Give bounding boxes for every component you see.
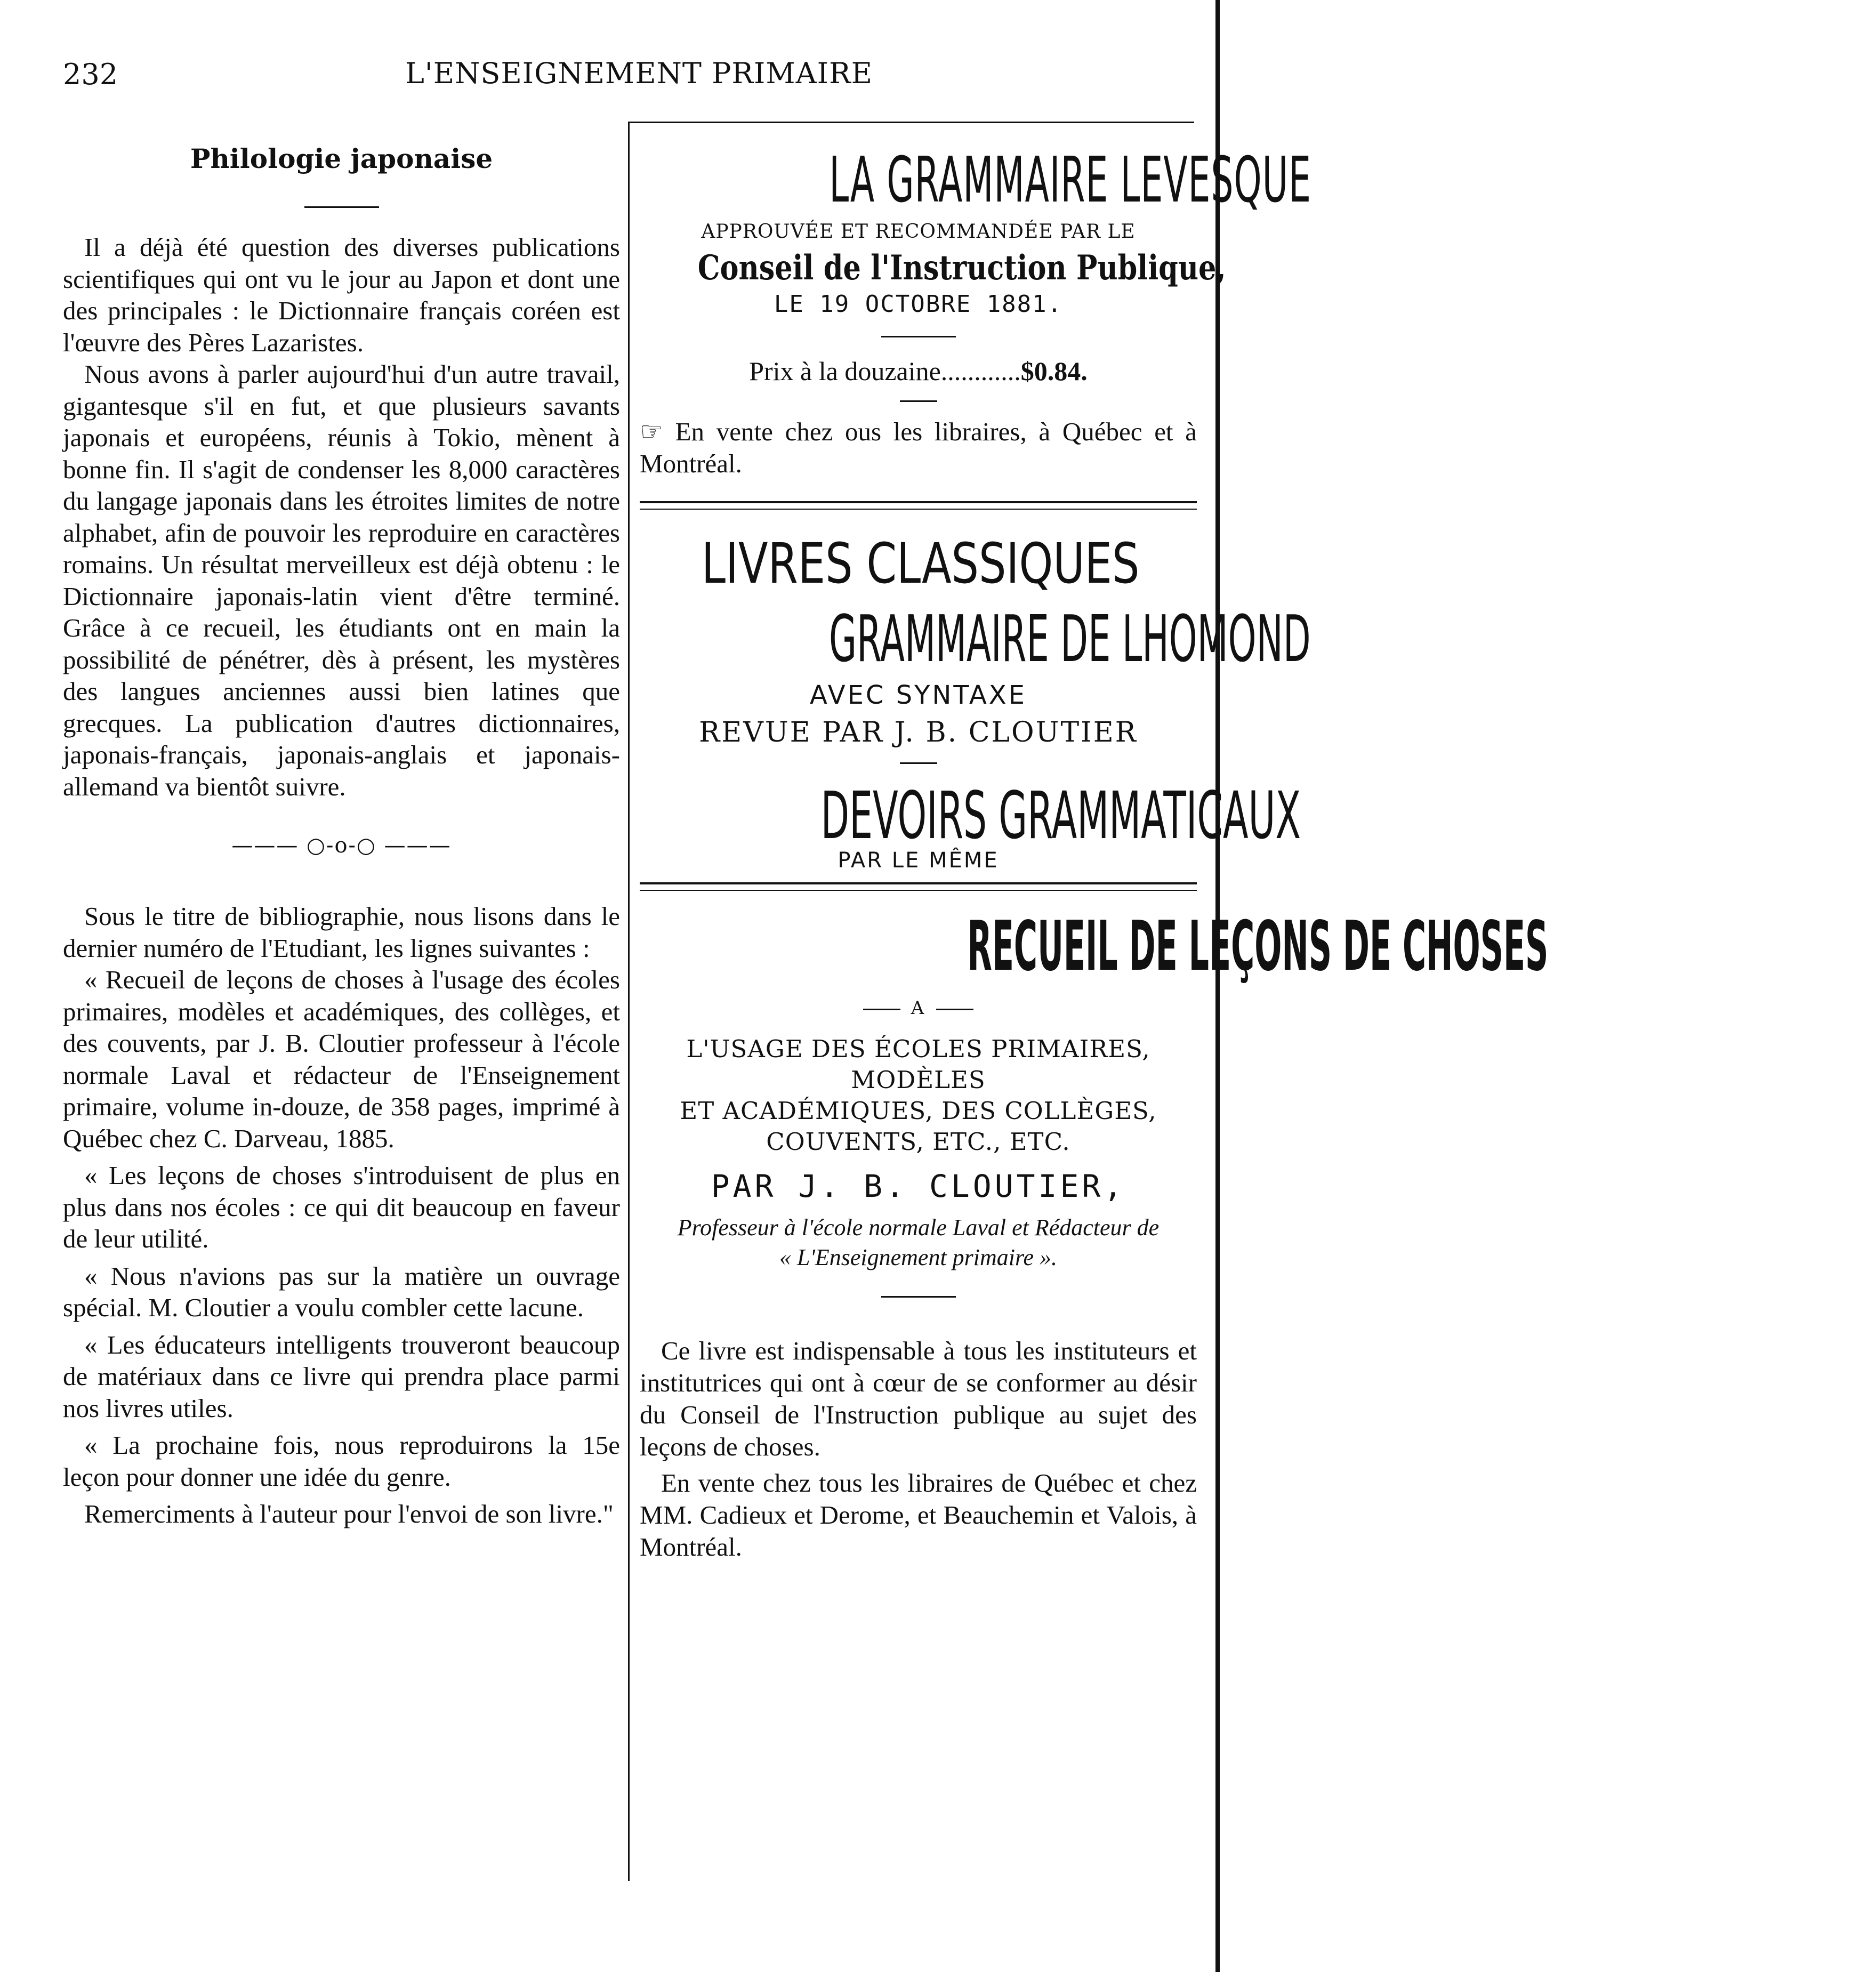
ad1-title-wrap [640,143,1312,218]
paragraph-6: « Nous n'avions pas sur la matière un ouvrage spécial. M. Cloutier a voulu combler cette lacune. [63,1261,620,1322]
title-rule [304,206,379,208]
ad2-grammaire-wrap [640,602,1311,677]
paragraph-7: « Les éducateurs intelligents trouveront beaucoup de matériaux dans ce livre qui prendra place parmi nos livres utiles. [63,1330,620,1423]
paragraph-1: Il a déjà été question des diverses publications scientifiques qui ont vu le jour au Japon et dont une des principales : le Dictionnaire français coréen est l'œuvre des Pères Lazaristes. [63,232,620,357]
ad3-recueil-wrap [640,907,1549,987]
left-column [63,143,620,1530]
ad1-title: LA GRAMMAIRE LEVESQUE [829,143,1312,216]
ad2-rule [900,762,937,764]
section-ornament: ——— ○-o-○ ——— [231,833,452,858]
paragraph-2: Nous avons à parler aujourd'hui d'un autre travail, gigantesque s'il en fut, et que plusieurs savants japonais et européens, réunis à Tokio, mènent à bonne fin. Il s'agit de condenser les 8,000 caractères du langage japonais dans les étroites limites de notre alphabet, afin de pouvoir les reproduire en caractères romains. Un résultat merveilleux est déjà obtenu : le Dictionnaire japonais-latin vient d'être terminé. Grâce à ce recueil, les étudiants ont en main la possibilité de pénétrer, dès à présent, les mystères des langues anciennes aussi bien latines que grecques. La publication d'autres dictionnaires, japonais-français, japonais-anglais et japonais-allemand va bientôt suivre. [63,359,620,801]
ad2-syntaxe: AVEC SYNTAXE [809,680,1027,710]
ad-separator-2 [640,882,1197,891]
ad3-a-line [640,997,1197,1019]
right-column [640,143,1549,1563]
paragraph-3: Sous le titre de bibliographie, nous lisons dans le dernier numéro de l'Etudiant, les lignes suivantes : [63,902,620,963]
ad1-approved: APPROUVÉE ET RECOMMANDÉE PAR LE [701,221,1136,243]
ad1-council-wrap [640,248,1226,291]
page-number: 232 [63,58,118,91]
ad3-sale: En vente chez tous les libraires de Québec et chez MM. Cadieux et Derome, et Beauchemin et Valois, à Montréal. [640,1468,1197,1561]
ad3-usage-3: COUVENTS, ETC., ETC. [766,1128,1070,1156]
ad2-devoirs-wrap [640,778,1301,854]
ad3-note-2: « L'Enseignement primaire ». [779,1244,1058,1270]
ad3-usage-1: L'USAGE DES ÉCOLES PRIMAIRES, MODÈLES [686,1035,1150,1094]
running-title: L'ENSEIGNEMENT PRIMAIRE [405,57,873,90]
ad2-grammaire: GRAMMAIRE DE LHOMOND [828,602,1311,677]
ad3-a-dash-left [863,1009,900,1010]
ad3-note-1: Professeur à l'école normale Laval et Rédacteur de [677,1214,1160,1241]
ad2-revue: REVUE PAR J. B. CLOUTIER [699,717,1138,748]
ad2-livres: LIVRES CLASSIQUES [701,531,1140,596]
ad1-rule-2 [900,400,937,402]
ad1-price [640,356,1197,387]
ad3-body: Ce livre est indispensable à tous les instituteurs et institutrices qui ont à cœur de se conformer au désir du Conseil de l'Instruction publique au sujet des leçons de choses. [640,1336,1197,1461]
ad2-devoirs: DEVOIRS GRAMMATICAUX [820,778,1301,854]
ad1-sale: ☞ En vente chez ous les libraires, à Québec et à Montréal. [640,417,1197,478]
ad3-rule [881,1296,956,1298]
ad1-council: Conseil de l'Instruction Publique, [697,248,1226,288]
ad3-usage-2: ET ACADÉMIQUES, DES COLLÈGES, [680,1097,1157,1125]
article-title: Philologie japonaise [190,143,493,174]
ad1-rule-1 [881,336,956,337]
paragraph-9: Remerciments à l'auteur pour l'envoi de son livre." [84,1499,614,1528]
ad3-author: PAR J. B. CLOUTIER, [711,1168,1126,1204]
paragraph-4: « Recueil de leçons de choses à l'usage des écoles primaires, modèles et académiques, des collèges, et des couvents, par J. B. Cloutier professeur à l'école normale Laval et rédacteur de l'Enseignement primaire, volume in-douze, de 358 pages, imprimé à Québec chez C. Darveau, 1885. [63,965,620,1153]
ad3-a-dash-right [936,1009,973,1010]
ad3-a: A [911,997,926,1019]
ad3-recueil: RECUEIL DE LEÇONS DE CHOSES [967,907,1549,986]
ad1-date: LE 19 OCTOBRE 1881. [774,291,1063,318]
paragraph-5: « Les leçons de choses s'introduisent de plus en plus dans nos écoles : ce qui dit beaucoup en faveur de leur utilité. [63,1161,620,1253]
ad1-price-value: $0.84. [1020,356,1088,386]
header-rule [629,122,1194,123]
ad2-livres-wrap [640,531,1197,595]
paragraph-8: « La prochaine fois, nous reproduirons la 15e leçon pour donner une idée du genre. [63,1430,620,1492]
ad1-price-label: Prix à la douzaine............ [749,356,1021,386]
ad-separator-1 [640,501,1197,510]
ad2-par-le-meme: PAR LE MÊME [838,848,999,873]
column-divider [628,122,630,1881]
